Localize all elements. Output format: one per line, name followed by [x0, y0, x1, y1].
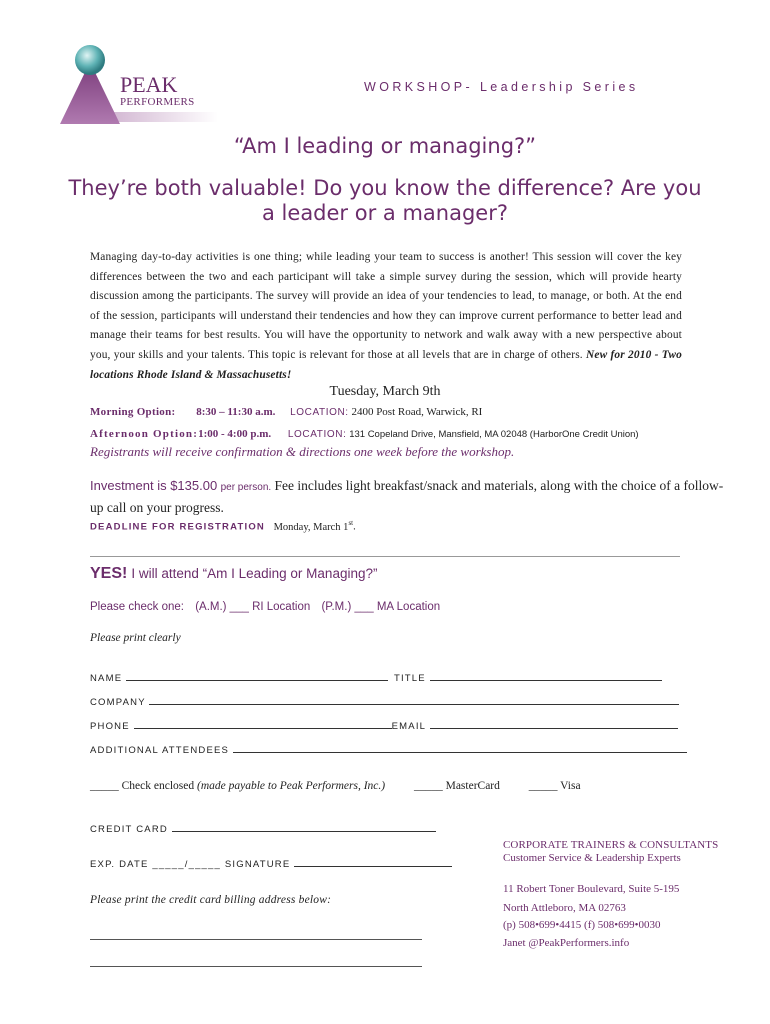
payment-row	[90, 780, 581, 792]
name-row	[90, 673, 662, 684]
exp-signature-row	[90, 859, 452, 870]
deadline-value: Monday, March 1	[273, 521, 349, 533]
company-field[interactable]	[149, 704, 679, 705]
exp-signature-label: EXP. DATE _____/_____ SIGNATURE	[90, 859, 291, 870]
company-label: COMPANY	[90, 697, 146, 708]
attendees-field[interactable]	[233, 752, 687, 753]
logo-name: PEAK	[120, 72, 178, 97]
phone-row	[90, 721, 678, 732]
morning-label: Morning Option:	[90, 406, 176, 418]
morning-option	[90, 406, 482, 418]
attendees-row	[90, 745, 687, 756]
company-name: CORPORATE TRAINERS & CONSULTANTS	[503, 839, 719, 851]
billing-note: Please print the credit card billing address below:	[90, 894, 332, 906]
afternoon-location: 131 Copeland Drive, Mansfield, MA 02048 (HarborOne Credit Union)	[349, 429, 639, 440]
print-clearly-note: Please print clearly	[90, 632, 181, 644]
company-row	[90, 697, 679, 708]
deadline-sup: st	[348, 519, 354, 527]
email-field[interactable]	[430, 728, 678, 729]
workshop-series-header: WORKSHOP- Leadership Series	[364, 80, 639, 94]
company-address1: 11 Robert Toner Boulevard, Suite 5-195	[503, 883, 680, 895]
deadline-end: .	[353, 521, 356, 533]
intro-paragraph	[90, 248, 682, 385]
page-title: “Am I leading or managing?”	[233, 134, 537, 158]
afternoon-time: 1:00 - 4:00 p.m.	[198, 428, 272, 440]
rsvp-heading	[90, 565, 377, 583]
am-option[interactable]: (A.M.) ___ RI Location	[195, 601, 311, 613]
check-note: (made payable to Peak Performers, Inc.)	[197, 780, 386, 792]
credit-card-row	[90, 824, 436, 835]
intro-highlight: New for 2010 - Two locations Rhode Island & Massachusetts!	[90, 348, 683, 381]
afternoon-label: Afternoon Option:	[90, 428, 199, 440]
credit-card-field[interactable]	[172, 831, 436, 832]
intro-body: Managing day-to-day activities is one thing; while leading your team to success is another! This session will cover the key differences between the two and each participant will take a simple survey during the session, which will provide hearty discussion among the participants. The survey will provide an idea of your tendencies to lead, to manage, or both. At the end of the session, participants will understand their tendencies and how they can improve current performance to better lead and manage their teams for best results. You will have the opportunity to network and walk away with a new perspective about you, your skills and your talents. This topic is relevant for those at all levels that are in charge of others.	[90, 251, 682, 361]
company-tagline: Customer Service & Leadership Experts	[503, 852, 681, 864]
visa-option[interactable]: _____ Visa	[528, 780, 581, 792]
morning-location-label: LOCATION:	[290, 407, 349, 418]
phone-label: PHONE	[90, 721, 130, 732]
phone-field[interactable]	[134, 728, 392, 729]
mastercard-option[interactable]: _____ MasterCard	[413, 780, 500, 792]
company-address2: North Attleboro, MA 02763	[503, 902, 626, 914]
name-field[interactable]	[126, 680, 388, 681]
page-subtitle: They’re both valuable! Do you know the difference? Are you a leader or a manager?	[68, 176, 702, 225]
billing-line-1[interactable]	[90, 939, 422, 940]
morning-time: 8:30 – 11:30 a.m.	[196, 406, 276, 418]
billing-line-2[interactable]	[90, 966, 422, 967]
rsvp-text: I will attend “Am I Leading or Managing?”	[131, 566, 378, 581]
company-phone: (p) 508•699•4415 (f) 508•699•0030	[503, 919, 661, 931]
deadline-label: DEADLINE FOR REGISTRATION	[90, 521, 265, 533]
investment-per: per person.	[220, 482, 272, 493]
location-choice	[90, 601, 440, 613]
investment-label: Investment is $135.00	[90, 478, 218, 493]
event-date: Tuesday, March 9th	[329, 384, 441, 399]
afternoon-location-label: LOCATION:	[287, 429, 347, 440]
check-label: Please check one:	[90, 601, 184, 613]
confirmation-note: Registrants will receive confirmation & directions one week before the workshop.	[90, 444, 515, 459]
company-info	[503, 839, 723, 949]
company-email[interactable]: Janet @PeakPerformers.info	[503, 937, 630, 949]
divider	[90, 556, 680, 557]
email-label: EMAIL	[391, 721, 426, 732]
name-label: NAME	[90, 673, 123, 684]
attendees-label: ADDITIONAL ATTENDEES	[90, 745, 230, 756]
afternoon-option	[90, 428, 639, 440]
investment-section	[90, 476, 726, 518]
investment-desc: Fee includes light breakfast/snack and materials, along with the choice of a follow-up call on your progress.	[90, 478, 724, 515]
signature-field[interactable]	[294, 866, 452, 867]
title-label: TITLE	[393, 673, 426, 684]
rsvp-yes: YES!	[90, 565, 128, 582]
deadline	[90, 519, 356, 533]
morning-location: 2400 Post Road, Warwick, RI	[351, 406, 483, 418]
pm-option[interactable]: (P.M.) ___ MA Location	[321, 601, 441, 613]
credit-card-label: CREDIT CARD	[90, 824, 168, 835]
title-field[interactable]	[430, 680, 662, 681]
check-enclosed[interactable]: _____ Check enclosed	[90, 780, 195, 792]
logo-sub: PERFORMERS	[120, 96, 195, 108]
